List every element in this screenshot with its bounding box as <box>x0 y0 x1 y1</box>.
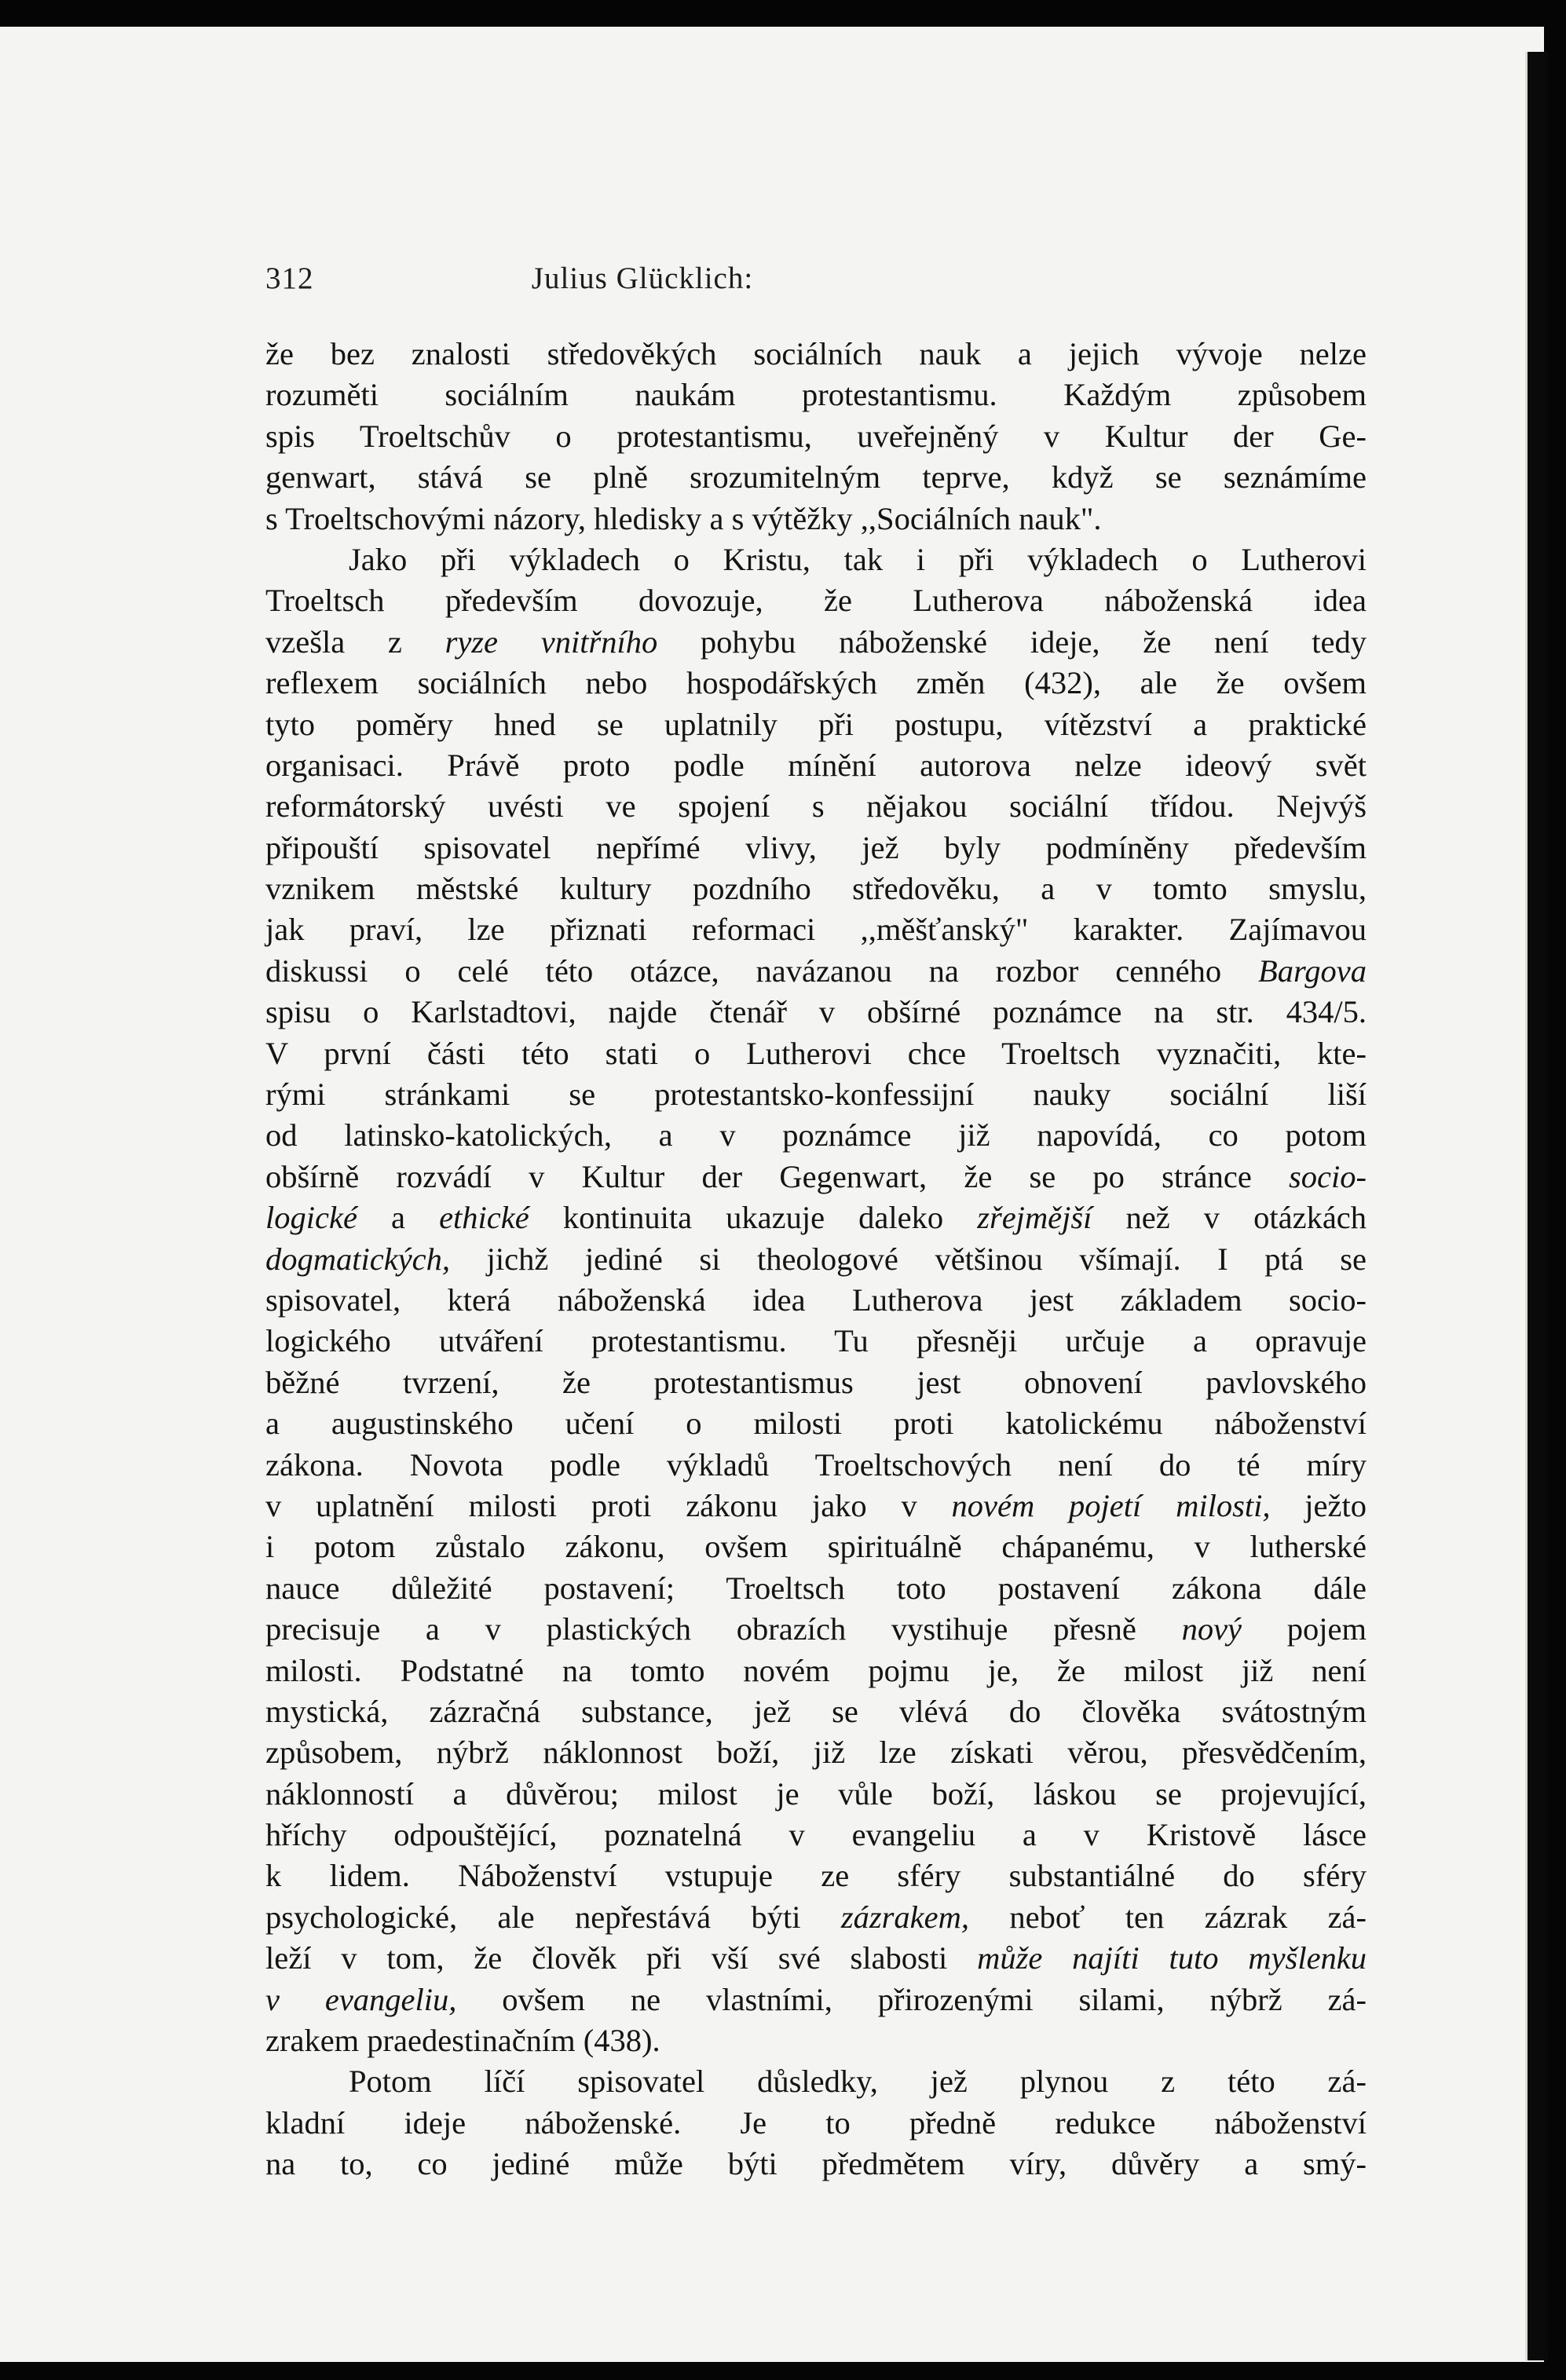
text-run: vznikem městské kultury pozdního středověku, a v tomto smyslu, <box>265 871 1367 907</box>
text-line <box>265 1855 1367 1896</box>
text-line <box>265 663 1367 704</box>
text-run: logického utváření protestantismu. Tu přesněji určuje a opravuje <box>265 1323 1367 1359</box>
text-line <box>265 1568 1367 1609</box>
emphasis-text: logické <box>265 1200 357 1236</box>
text-line <box>265 1074 1367 1115</box>
emphasis-text: ethické <box>439 1200 529 1236</box>
text-line <box>265 2061 1367 2102</box>
text-line <box>265 1445 1367 1486</box>
text-run: reformátorský uvésti ve spojení s nějakou sociální třídou. Nejvýš <box>265 788 1367 824</box>
emphasis-text: novém pojetí milosti, <box>951 1487 1271 1523</box>
text-run: pojem <box>1286 1611 1367 1647</box>
text-line <box>265 1815 1367 1855</box>
text-run: na to, co jediné může býti předmětem víry, důvěry a smý- <box>265 2146 1367 2182</box>
emphasis-text: zázrakem, <box>840 1899 969 1935</box>
text-line <box>265 1280 1367 1321</box>
text-run: milosti. Podstatné na tomto novém pojmu je, že milost již není <box>265 1652 1367 1688</box>
text-line <box>265 1691 1367 1732</box>
running-header-author: Julius Glücklich: <box>531 261 754 295</box>
text-run: jichž jediné si theologové většinou všímají. I ptá se <box>486 1241 1367 1277</box>
text-line <box>265 868 1367 909</box>
text-line <box>265 1774 1367 1815</box>
emphasis-text: nový <box>1181 1611 1242 1647</box>
text-run: Troeltsch především dovozuje, že Lutherova náboženská idea <box>265 583 1367 619</box>
text-run: rozuměti sociálním naukám protestantismu. Každým způsobem <box>265 377 1367 413</box>
text-run: Potom líčí spisovatel důsledky, jež plynou z této zá- <box>349 2064 1367 2100</box>
text-line <box>265 1526 1367 1567</box>
text-run: s Troeltschovými názory, hledisky a s výtěžky ,,Sociálních nauk". <box>265 500 1102 536</box>
body-text <box>265 334 1367 2185</box>
text-line <box>265 1732 1367 1773</box>
text-line <box>265 1980 1367 2020</box>
text-run: spis Troeltschův o protestantismu, uveřejněný v Kultur der Ge- <box>265 418 1367 454</box>
text-line <box>265 622 1367 663</box>
text-line <box>265 1938 1367 1979</box>
text-run: od latinsko-katolických, a v poznámce již napovídá, co potom <box>265 1117 1367 1153</box>
text-run: psychologické, ale nepřestává býti <box>265 1899 801 1935</box>
text-run: leží v tom, že člověk při vší své slabosti <box>265 1940 948 1976</box>
text-run: V první části této stati o Lutherovi chce Troeltsch vyznačiti, kte- <box>265 1035 1367 1071</box>
text-run: ježto <box>1304 1487 1367 1523</box>
emphasis-text: zřejmější <box>977 1200 1092 1236</box>
text-run: neboť ten zázrak zá- <box>1009 1899 1367 1935</box>
text-line <box>265 992 1367 1033</box>
emphasis-text: dogmatických, <box>265 1241 451 1277</box>
text-run: že bez znalosti středověkých sociálních nauk a jejich vývoje nelze <box>265 336 1367 371</box>
text-line <box>265 909 1367 950</box>
text-run: připouští spisovatel nepřímé vlivy, jež byly podmíněny především <box>265 829 1367 865</box>
text-line <box>265 1115 1367 1156</box>
text-line <box>265 1403 1367 1444</box>
text-run: zrakem praedestinačním (438). <box>265 2023 660 2059</box>
text-run: a augustinského učení o milosti proti katolickému náboženství <box>265 1406 1367 1442</box>
emphasis-text: socio- <box>1289 1158 1367 1194</box>
text-run: spisovatel, která náboženská idea Lutherova jest základem socio- <box>265 1281 1367 1318</box>
text-run: pohybu náboženské ideje, že není tedy <box>700 623 1367 660</box>
text-run: jak praví, lze přiznati reformaci ,,měšťanský" karakter. Zajímavou <box>265 912 1367 948</box>
text-run: v uplatnění milosti proti zákonu jako v <box>265 1487 917 1523</box>
text-run: rými stránkami se protestantsko-konfessijní nauky sociální liší <box>265 1077 1367 1113</box>
text-run: i potom zůstalo zákonu, ovšem spirituálně chápanému, v lutherské <box>265 1529 1367 1565</box>
text-run: k lidem. Náboženství vstupuje ze sféry substantiálné do sféry <box>265 1858 1367 1894</box>
text-run: ovšem ne vlastními, přirozenými silami, nýbrž zá- <box>502 1981 1367 2017</box>
text-run: genwart, stává se plně srozumitelným teprve, když se seznámíme <box>265 459 1367 495</box>
text-run: obšírně rozvádí v Kultur der Gegenwart, že se po stránce <box>265 1158 1252 1194</box>
text-line <box>265 2020 1367 2061</box>
emphasis-text: ryze vnitřního <box>445 623 658 660</box>
text-run: tyto poměry hned se uplatnily při postupu, vítězství a praktické <box>265 706 1367 742</box>
text-line <box>265 1321 1367 1362</box>
text-line <box>265 786 1367 827</box>
text-line <box>265 2103 1367 2144</box>
text-run: reflexem sociálních nebo hospodářských změn (432), ale že ovšem <box>265 665 1367 701</box>
text-run: běžné tvrzení, že protestantismus jest obnovení pavlovského <box>265 1364 1367 1400</box>
text-run: precisuje a v plastických obrazích vystihuje přesně <box>265 1611 1136 1647</box>
text-line <box>265 1609 1367 1650</box>
page-number: 312 <box>265 261 314 295</box>
text-line <box>265 539 1367 580</box>
emphasis-text: Bargova <box>1258 952 1367 989</box>
text-run: způsobem, nýbrž náklonnost boží, již lze získati věrou, přesvědčením, <box>265 1735 1367 1771</box>
text-run: zákona. Novota podle výkladů Troeltschových není do té míry <box>265 1446 1367 1482</box>
text-line <box>265 1157 1367 1197</box>
emphasis-text: v evangeliu, <box>265 1981 457 2017</box>
text-line <box>265 1897 1367 1938</box>
emphasis-text: může najíti tuto myšlenku <box>977 1940 1367 1976</box>
text-line <box>265 1239 1367 1280</box>
text-line <box>265 416 1367 457</box>
text-line <box>265 1486 1367 1526</box>
text-line <box>265 580 1367 621</box>
text-line <box>265 1362 1367 1403</box>
text-run: spisu o Karlstadtovi, najde čtenář v obšírné poznámce na str. 434/5. <box>265 994 1367 1030</box>
text-run: než v otázkách <box>1125 1200 1367 1236</box>
text-line <box>265 1651 1367 1691</box>
page-edge-shadow <box>1525 52 1548 2360</box>
text-line <box>265 375 1367 415</box>
text-line <box>265 1197 1367 1238</box>
text-run: a <box>391 1200 405 1236</box>
text-line <box>265 828 1367 868</box>
text-line <box>265 499 1367 539</box>
text-run: diskussi o celé této otázce, navázanou na rozbor cenného <box>265 952 1222 989</box>
text-run: náklonností a důvěrou; milost je vůle boží, láskou se projevující, <box>265 1775 1367 1812</box>
text-line <box>265 745 1367 786</box>
text-line <box>265 334 1367 375</box>
text-line <box>265 951 1367 992</box>
text-run: Jako při výkladech o Kristu, tak i při výkladech o Lutherovi <box>349 541 1367 577</box>
text-run: mystická, zázračná substance, jež se vlévá do člověka svátostným <box>265 1693 1367 1729</box>
text-line <box>265 704 1367 745</box>
text-run: vzešla z <box>265 623 402 660</box>
text-run: kladní ideje náboženské. Je to předně redukce náboženství <box>265 2104 1367 2141</box>
text-run: organisaci. Právě proto podle mínění autorova nelze ideový svět <box>265 747 1367 783</box>
text-line <box>265 2144 1367 2184</box>
running-header <box>265 261 1019 308</box>
text-run: kontinuita ukazuje daleko <box>562 1200 944 1236</box>
text-line <box>265 1033 1367 1074</box>
text-line <box>265 457 1367 498</box>
text-run: nauce důležité postavení; Troeltsch toto postavení zákona dále <box>265 1570 1367 1606</box>
text-run: hříchy odpouštějící, poznatelná v evangeliu a v Kristově lásce <box>265 1817 1367 1853</box>
